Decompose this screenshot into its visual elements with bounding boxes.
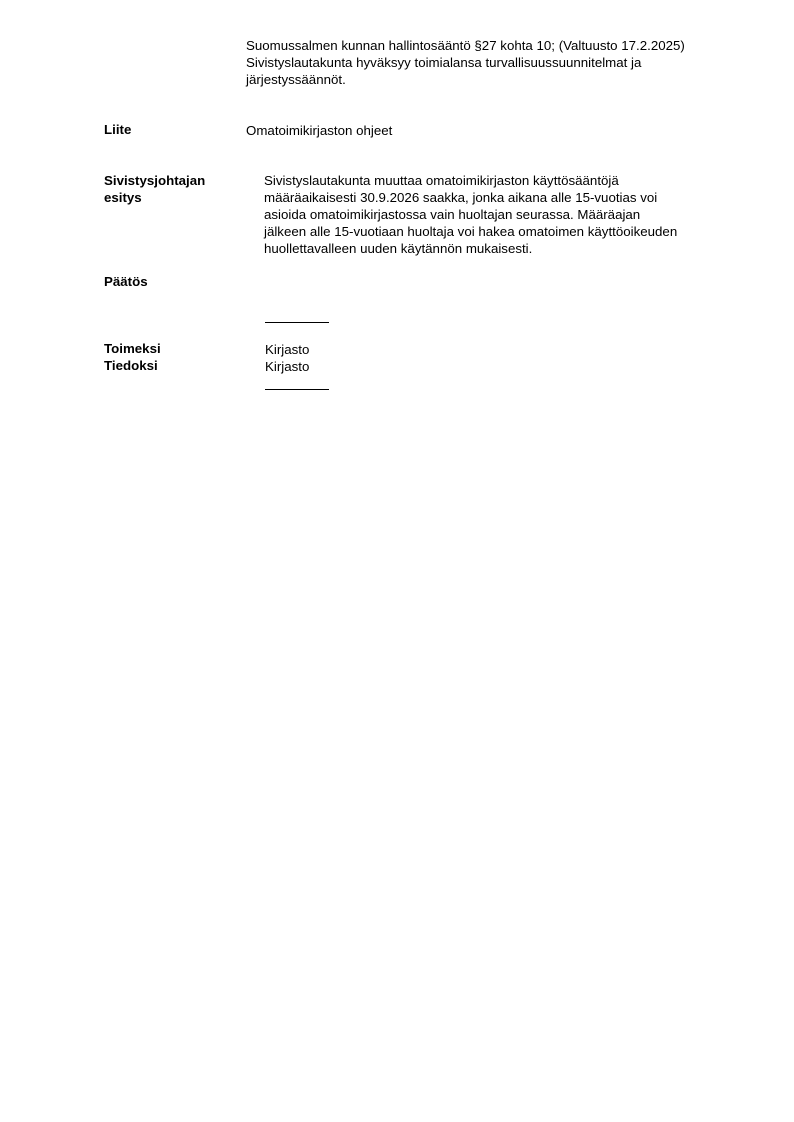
- intro-paragraph: [246, 37, 685, 88]
- esitys-paragraph: [264, 172, 677, 257]
- liite-label: Liite: [104, 122, 132, 137]
- intro-line: Suomussalmen kunnan hallintosääntö §27 kohta 10; (Valtuusto 17.2.2025): [246, 38, 685, 53]
- esitys-line: asioida omatoimikirjastossa vain huoltajan seurassa. Määräajan: [264, 207, 641, 222]
- esitys-line: jälkeen alle 15-vuotiaan huoltaja voi hakea omatoimen käyttöoikeuden: [264, 224, 678, 239]
- toimeksi-value: Kirjasto: [265, 342, 310, 357]
- separator-line: [265, 389, 329, 390]
- paatos-label: Päätös: [104, 274, 148, 289]
- esitys-label: [104, 172, 205, 206]
- intro-line: järjestyssäännöt.: [246, 72, 346, 87]
- esitys-line: määräaikaisesti 30.9.2026 saakka, jonka aikana alle 15-vuotias voi: [264, 190, 658, 205]
- esitys-label-line: esitys: [104, 190, 142, 205]
- esitys-line: huollettavalleen uuden käytännön mukaisesti.: [264, 241, 533, 256]
- toimeksi-label: Toimeksi: [104, 341, 161, 356]
- liite-value: Omatoimikirjaston ohjeet: [246, 123, 393, 138]
- separator-line: [265, 322, 329, 323]
- intro-line: Sivistyslautakunta hyväksyy toimialansa turvallisuussuunnitelmat ja: [246, 55, 642, 70]
- esitys-line: Sivistyslautakunta muuttaa omatoimikirjaston käyttösääntöjä: [264, 173, 619, 188]
- esitys-label-line: Sivistysjohtajan: [104, 173, 206, 188]
- tiedoksi-value: Kirjasto: [265, 359, 310, 374]
- tiedoksi-label: Tiedoksi: [104, 358, 158, 373]
